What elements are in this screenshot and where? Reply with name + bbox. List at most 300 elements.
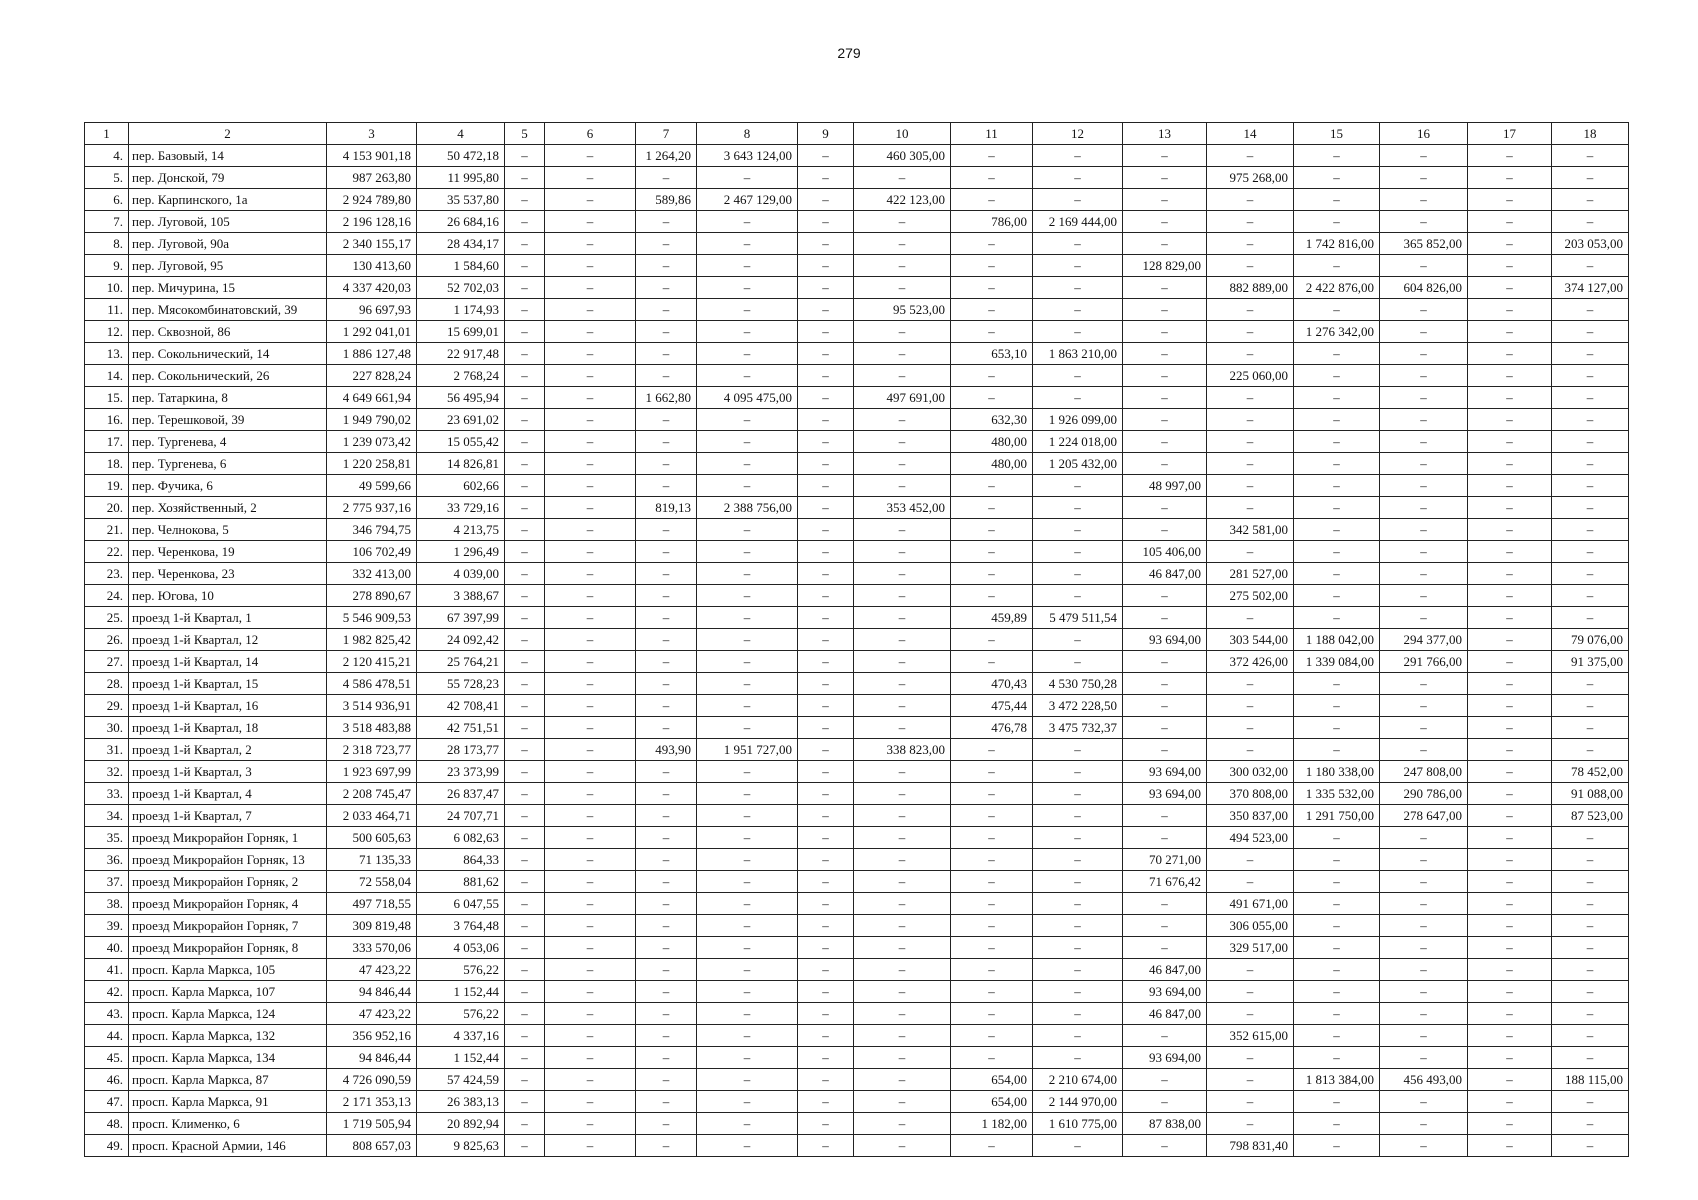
table-cell: – <box>1294 519 1380 541</box>
table-header-row <box>85 123 1629 145</box>
address-cell: пер. Фучика, 6 <box>129 475 327 497</box>
table-cell: – <box>854 915 951 937</box>
amount-cell: 57 424,59 <box>417 1069 505 1091</box>
table-cell: – <box>1294 145 1380 167</box>
table-cell: – <box>505 871 545 893</box>
table-cell: – <box>505 893 545 915</box>
amount-cell: 278 647,00 <box>1380 805 1468 827</box>
table-cell: – <box>505 1135 545 1157</box>
amount-cell: 333 570,06 <box>327 937 417 959</box>
amount-cell: 4 337,16 <box>417 1025 505 1047</box>
table-cell: – <box>505 717 545 739</box>
table-cell: – <box>1207 1047 1294 1069</box>
amount-cell: 26 837,47 <box>417 783 505 805</box>
column-header-4: 4 <box>417 123 505 145</box>
table-cell: – <box>1468 1091 1552 1113</box>
column-header-6: 6 <box>545 123 636 145</box>
amount-cell: 306 055,00 <box>1207 915 1294 937</box>
address-cell: просп. Карла Маркса, 87 <box>129 1069 327 1091</box>
amount-cell: 93 694,00 <box>1123 981 1207 1003</box>
table-cell: – <box>798 343 854 365</box>
table-cell: – <box>854 629 951 651</box>
table-cell: – <box>1468 915 1552 937</box>
table-cell: – <box>951 871 1033 893</box>
table-cell: – <box>1123 497 1207 519</box>
amount-cell: 1 182,00 <box>951 1113 1033 1135</box>
amount-cell: 632,30 <box>951 409 1033 431</box>
table-cell: – <box>505 981 545 1003</box>
table-cell: – <box>1552 563 1629 585</box>
table-cell: – <box>1294 1047 1380 1069</box>
table-cell: – <box>1123 145 1207 167</box>
amount-cell: 4 726 090,59 <box>327 1069 417 1091</box>
table-cell: – <box>854 343 951 365</box>
table-cell: – <box>1294 673 1380 695</box>
row-number-cell: 15. <box>85 387 129 409</box>
address-cell: пер. Терешковой, 39 <box>129 409 327 431</box>
table-row <box>85 255 1629 277</box>
table-cell: – <box>697 629 798 651</box>
amount-cell: 329 517,00 <box>1207 937 1294 959</box>
row-number-cell: 33. <box>85 783 129 805</box>
row-number-cell: 46. <box>85 1069 129 1091</box>
table-cell: – <box>545 695 636 717</box>
table-cell: – <box>505 321 545 343</box>
table-cell: – <box>697 453 798 475</box>
address-cell: просп. Карла Маркса, 132 <box>129 1025 327 1047</box>
table-cell: – <box>505 365 545 387</box>
table-cell: – <box>1294 365 1380 387</box>
row-number-cell: 22. <box>85 541 129 563</box>
table-cell: – <box>798 321 854 343</box>
amount-cell: 1 152,44 <box>417 981 505 1003</box>
table-cell: – <box>545 585 636 607</box>
amount-cell: 26 383,13 <box>417 1091 505 1113</box>
row-number-cell: 18. <box>85 453 129 475</box>
table-cell: – <box>1207 849 1294 871</box>
table-cell: – <box>1294 497 1380 519</box>
row-number-cell: 8. <box>85 233 129 255</box>
amount-cell: 1 719 505,94 <box>327 1113 417 1135</box>
table-cell: – <box>697 871 798 893</box>
table-cell: – <box>545 651 636 673</box>
address-cell: проезд 1-й Квартал, 15 <box>129 673 327 695</box>
table-cell: – <box>1033 1047 1123 1069</box>
address-cell: проезд 1-й Квартал, 3 <box>129 761 327 783</box>
table-cell: – <box>1207 1113 1294 1135</box>
amount-cell: 589,86 <box>636 189 697 211</box>
table-cell: – <box>1294 541 1380 563</box>
amount-cell: 342 581,00 <box>1207 519 1294 541</box>
address-cell: проезд 1-й Квартал, 1 <box>129 607 327 629</box>
table-cell: – <box>697 1025 798 1047</box>
table-cell: – <box>697 1091 798 1113</box>
table-cell: – <box>545 321 636 343</box>
table-cell: – <box>505 453 545 475</box>
amount-cell: 47 423,22 <box>327 959 417 981</box>
table-cell: – <box>505 827 545 849</box>
table-row <box>85 959 1629 981</box>
table-cell: – <box>636 1069 697 1091</box>
table-row <box>85 695 1629 717</box>
amount-cell: 71 135,33 <box>327 849 417 871</box>
row-number-cell: 37. <box>85 871 129 893</box>
table-cell: – <box>1123 431 1207 453</box>
table-cell: – <box>1123 299 1207 321</box>
table-cell: – <box>1552 893 1629 915</box>
table-cell: – <box>545 1091 636 1113</box>
row-number-cell: 12. <box>85 321 129 343</box>
table-cell: – <box>636 409 697 431</box>
table-cell: – <box>798 893 854 915</box>
amount-cell: 1 982 825,42 <box>327 629 417 651</box>
table-cell: – <box>798 387 854 409</box>
table-cell: – <box>854 871 951 893</box>
amount-cell: 882 889,00 <box>1207 277 1294 299</box>
table-cell: – <box>951 519 1033 541</box>
amount-cell: 28 434,17 <box>417 233 505 255</box>
address-cell: пер. Карпинского, 1а <box>129 189 327 211</box>
amount-cell: 78 452,00 <box>1552 761 1629 783</box>
amount-cell: 2 924 789,80 <box>327 189 417 211</box>
amount-cell: 1 224 018,00 <box>1033 431 1123 453</box>
table-cell: – <box>697 1047 798 1069</box>
table-cell: – <box>951 981 1033 1003</box>
column-header-18: 18 <box>1552 123 1629 145</box>
table-cell: – <box>505 937 545 959</box>
table-cell: – <box>1468 519 1552 541</box>
table-cell: – <box>798 717 854 739</box>
table-cell: – <box>1468 805 1552 827</box>
table-cell: – <box>854 585 951 607</box>
table-cell: – <box>854 365 951 387</box>
address-cell: пер. Черенкова, 23 <box>129 563 327 585</box>
amount-cell: 79 076,00 <box>1552 629 1629 651</box>
table-cell: – <box>1033 893 1123 915</box>
table-cell: – <box>1207 189 1294 211</box>
table-cell: – <box>1033 827 1123 849</box>
table-cell: – <box>505 629 545 651</box>
table-cell: – <box>636 585 697 607</box>
row-number-cell: 16. <box>85 409 129 431</box>
amount-cell: 28 173,77 <box>417 739 505 761</box>
table-cell: – <box>636 1091 697 1113</box>
table-cell: – <box>854 211 951 233</box>
page-number: 279 <box>837 45 861 61</box>
table-cell: – <box>1468 409 1552 431</box>
table-cell: – <box>1207 871 1294 893</box>
row-number-cell: 38. <box>85 893 129 915</box>
row-number-cell: 30. <box>85 717 129 739</box>
table-cell: – <box>1552 1113 1629 1135</box>
table-cell: – <box>951 1135 1033 1157</box>
table-cell: – <box>1552 453 1629 475</box>
table-cell: – <box>636 453 697 475</box>
table-cell: – <box>1033 959 1123 981</box>
column-header-7: 7 <box>636 123 697 145</box>
table-row <box>85 893 1629 915</box>
table-cell: – <box>1468 541 1552 563</box>
table-cell: – <box>798 409 854 431</box>
table-cell: – <box>697 717 798 739</box>
table-cell: – <box>545 431 636 453</box>
table-cell: – <box>505 255 545 277</box>
table-cell: – <box>1380 981 1468 1003</box>
table-cell: – <box>1468 321 1552 343</box>
table-row <box>85 937 1629 959</box>
column-header-3: 3 <box>327 123 417 145</box>
table-cell: – <box>951 1025 1033 1047</box>
table-cell: – <box>545 673 636 695</box>
table-cell: – <box>1380 541 1468 563</box>
table-cell: – <box>545 233 636 255</box>
table-cell: – <box>1468 651 1552 673</box>
table-cell: – <box>1294 1135 1380 1157</box>
table-cell: – <box>1123 1135 1207 1157</box>
table-cell: – <box>505 145 545 167</box>
table-cell: – <box>505 761 545 783</box>
table-cell: – <box>697 299 798 321</box>
table-row <box>85 189 1629 211</box>
amount-cell: 604 826,00 <box>1380 277 1468 299</box>
table-cell: – <box>545 607 636 629</box>
table-row <box>85 629 1629 651</box>
table-cell: – <box>505 915 545 937</box>
amount-cell: 15 699,01 <box>417 321 505 343</box>
table-cell: – <box>505 673 545 695</box>
table-cell: – <box>1294 1113 1380 1135</box>
table-cell: – <box>1468 629 1552 651</box>
amount-cell: 346 794,75 <box>327 519 417 541</box>
address-cell: пер. Хозяйственный, 2 <box>129 497 327 519</box>
table-cell: – <box>545 827 636 849</box>
table-cell: – <box>697 849 798 871</box>
table-cell: – <box>1123 805 1207 827</box>
amount-cell: 5 479 511,54 <box>1033 607 1123 629</box>
table-row <box>85 1113 1629 1135</box>
table-cell: – <box>854 519 951 541</box>
address-cell: просп. Красной Армии, 146 <box>129 1135 327 1157</box>
table-cell: – <box>1123 277 1207 299</box>
table-cell: – <box>1468 783 1552 805</box>
table-cell: – <box>545 717 636 739</box>
table-cell: – <box>798 827 854 849</box>
table-cell: – <box>1552 145 1629 167</box>
table-cell: – <box>1552 1003 1629 1025</box>
table-cell: – <box>1207 321 1294 343</box>
table-cell: – <box>505 849 545 871</box>
amount-cell: 2 340 155,17 <box>327 233 417 255</box>
table-cell: – <box>1380 1003 1468 1025</box>
amount-cell: 654,00 <box>951 1091 1033 1113</box>
table-cell: – <box>798 1069 854 1091</box>
table-cell: – <box>798 541 854 563</box>
amount-cell: 49 599,66 <box>327 475 417 497</box>
table-cell: – <box>505 1069 545 1091</box>
amount-cell: 459,89 <box>951 607 1033 629</box>
table-cell: – <box>1468 475 1552 497</box>
row-number-cell: 34. <box>85 805 129 827</box>
column-header-12: 12 <box>1033 123 1123 145</box>
table-cell: – <box>1033 321 1123 343</box>
table-cell: – <box>1294 981 1380 1003</box>
table-cell: – <box>545 189 636 211</box>
table-cell: – <box>1552 211 1629 233</box>
table-cell: – <box>798 937 854 959</box>
table-cell: – <box>1552 1047 1629 1069</box>
amount-cell: 1 584,60 <box>417 255 505 277</box>
table-cell: – <box>505 585 545 607</box>
table-cell: – <box>1380 519 1468 541</box>
table-cell: – <box>697 519 798 541</box>
table-cell: – <box>1033 981 1123 1003</box>
table-cell: – <box>1552 673 1629 695</box>
amount-cell: 300 032,00 <box>1207 761 1294 783</box>
table-cell: – <box>1294 893 1380 915</box>
amount-cell: 2 318 723,77 <box>327 739 417 761</box>
table-cell: – <box>1468 299 1552 321</box>
row-number-cell: 35. <box>85 827 129 849</box>
table-cell: – <box>1380 915 1468 937</box>
table-cell: – <box>636 915 697 937</box>
table-cell: – <box>798 739 854 761</box>
table-cell: – <box>1294 607 1380 629</box>
address-cell: проезд 1-й Квартал, 18 <box>129 717 327 739</box>
table-row <box>85 343 1629 365</box>
table-cell: – <box>1380 607 1468 629</box>
table-cell: – <box>545 519 636 541</box>
amount-cell: 278 890,67 <box>327 585 417 607</box>
address-cell: просп. Карла Маркса, 105 <box>129 959 327 981</box>
table-cell: – <box>636 1003 697 1025</box>
amount-cell: 303 544,00 <box>1207 629 1294 651</box>
table-cell: – <box>1123 827 1207 849</box>
table-cell: – <box>1123 915 1207 937</box>
table-row <box>85 805 1629 827</box>
amount-cell: 1 926 099,00 <box>1033 409 1123 431</box>
table-cell: – <box>545 1069 636 1091</box>
table-row <box>85 717 1629 739</box>
table-cell: – <box>505 1025 545 1047</box>
table-cell: – <box>854 981 951 1003</box>
table-row <box>85 1025 1629 1047</box>
table-cell: – <box>854 849 951 871</box>
table-cell: – <box>854 431 951 453</box>
amount-cell: 42 708,41 <box>417 695 505 717</box>
row-number-cell: 42. <box>85 981 129 1003</box>
table-cell: – <box>505 541 545 563</box>
column-header-9: 9 <box>798 123 854 145</box>
table-row <box>85 981 1629 1003</box>
table-cell: – <box>798 431 854 453</box>
table-cell: – <box>854 893 951 915</box>
table-cell: – <box>697 585 798 607</box>
table-cell: – <box>1380 475 1468 497</box>
table-cell: – <box>951 299 1033 321</box>
amount-cell: 475,44 <box>951 695 1033 717</box>
address-cell: проезд 1-й Квартал, 14 <box>129 651 327 673</box>
amount-cell: 87 838,00 <box>1123 1113 1207 1135</box>
table-cell: – <box>636 981 697 1003</box>
table-cell: – <box>505 497 545 519</box>
table-cell: – <box>798 761 854 783</box>
table-cell: – <box>505 277 545 299</box>
table-cell: – <box>545 761 636 783</box>
table-cell: – <box>1294 475 1380 497</box>
table-cell: – <box>1123 343 1207 365</box>
table-cell: – <box>545 343 636 365</box>
table-cell: – <box>1033 1003 1123 1025</box>
address-cell: пер. Сквозной, 86 <box>129 321 327 343</box>
table-row <box>85 409 1629 431</box>
amount-cell: 2 120 415,21 <box>327 651 417 673</box>
table-cell: – <box>545 1113 636 1135</box>
amount-cell: 1 276 342,00 <box>1294 321 1380 343</box>
amount-cell: 24 092,42 <box>417 629 505 651</box>
table-cell: – <box>1552 1091 1629 1113</box>
amount-cell: 372 426,00 <box>1207 651 1294 673</box>
table-cell: – <box>1552 849 1629 871</box>
table-cell: – <box>636 277 697 299</box>
table-cell: – <box>636 211 697 233</box>
table-cell: – <box>854 167 951 189</box>
amount-cell: 128 829,00 <box>1123 255 1207 277</box>
amount-cell: 106 702,49 <box>327 541 417 563</box>
table-cell: – <box>1468 761 1552 783</box>
table-cell: – <box>1294 1003 1380 1025</box>
table-cell: – <box>1468 739 1552 761</box>
table-cell: – <box>1033 255 1123 277</box>
address-cell: проезд Микрорайон Горняк, 8 <box>129 937 327 959</box>
amount-cell: 46 847,00 <box>1123 1003 1207 1025</box>
table-row <box>85 387 1629 409</box>
row-number-cell: 36. <box>85 849 129 871</box>
table-cell: – <box>854 1091 951 1113</box>
table-cell: – <box>951 497 1033 519</box>
table-cell: – <box>505 805 545 827</box>
table-cell: – <box>1033 937 1123 959</box>
amount-cell: 4 530 750,28 <box>1033 673 1123 695</box>
table-cell: – <box>1552 321 1629 343</box>
table-cell: – <box>1207 695 1294 717</box>
table-cell: – <box>798 585 854 607</box>
table-cell: – <box>545 871 636 893</box>
table-cell: – <box>697 959 798 981</box>
table-cell: – <box>636 255 697 277</box>
amount-cell: 309 819,48 <box>327 915 417 937</box>
amount-cell: 96 697,93 <box>327 299 417 321</box>
table-cell: – <box>1552 695 1629 717</box>
table-row <box>85 541 1629 563</box>
table-cell: – <box>1033 541 1123 563</box>
table-row <box>85 453 1629 475</box>
table-cell: – <box>1207 1069 1294 1091</box>
table-cell: – <box>1380 937 1468 959</box>
table-cell: – <box>798 1135 854 1157</box>
table-cell: – <box>1380 167 1468 189</box>
table-cell: – <box>1207 145 1294 167</box>
amount-cell: 1 205 432,00 <box>1033 453 1123 475</box>
table-cell: – <box>854 233 951 255</box>
table-cell: – <box>697 321 798 343</box>
table-cell: – <box>636 937 697 959</box>
amount-cell: 275 502,00 <box>1207 585 1294 607</box>
table-cell: – <box>951 629 1033 651</box>
table-cell: – <box>1380 673 1468 695</box>
table-cell: – <box>1033 189 1123 211</box>
amount-cell: 480,00 <box>951 431 1033 453</box>
table-cell: – <box>697 761 798 783</box>
